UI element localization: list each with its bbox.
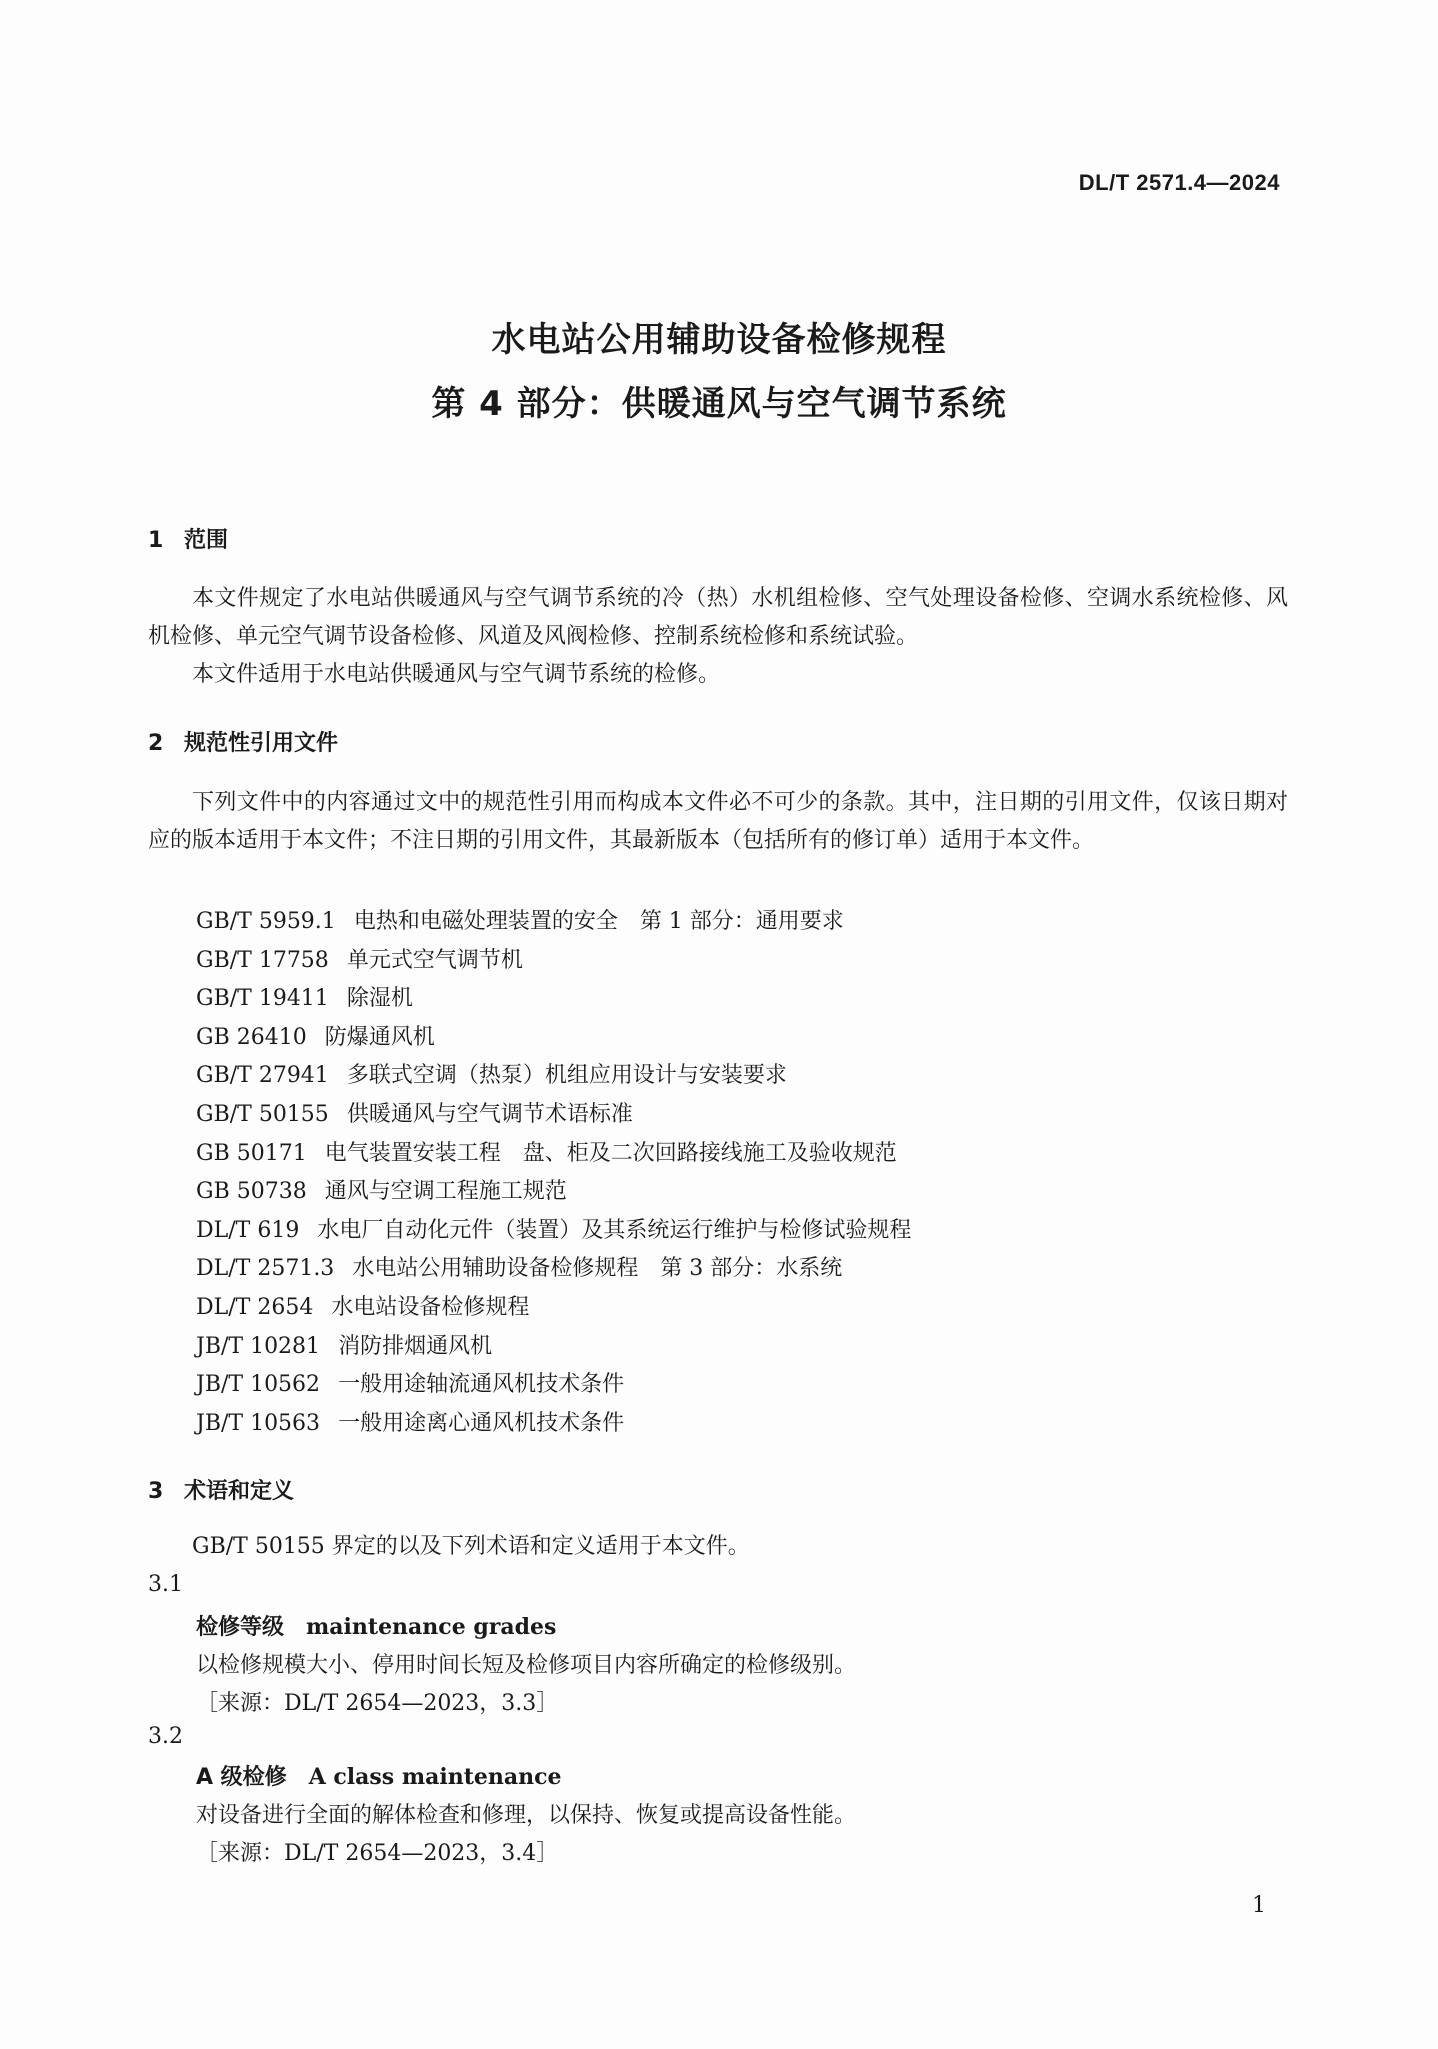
page-number: 1 bbox=[1252, 1893, 1266, 1918]
section-number: 2 bbox=[148, 731, 164, 756]
section-title: 范围 bbox=[184, 528, 229, 553]
reference-title: 水电厂自动化元件（装置）及其系统运行维护与检修试验规程 bbox=[317, 1217, 912, 1243]
reference-title: 一般用途轴流通风机技术条件 bbox=[338, 1372, 625, 1398]
term-name bbox=[196, 1610, 556, 1641]
reference-code: GB/T 19411 bbox=[196, 986, 329, 1012]
reference-item bbox=[196, 1173, 911, 1212]
section-title: 术语和定义 bbox=[184, 1479, 295, 1504]
section-heading-terms-definitions bbox=[148, 1474, 294, 1505]
term-number: 3.1 bbox=[148, 1572, 183, 1597]
term-definition: 对设备进行全面的解体检查和修理，以保持、恢复或提高设备性能。 bbox=[196, 1803, 857, 1828]
reference-item bbox=[196, 1212, 911, 1251]
reference-item bbox=[196, 1289, 911, 1328]
term-source: ［来源：DL/T 2654—2023，3.4］ bbox=[196, 1841, 559, 1866]
reference-title: 除湿机 bbox=[346, 986, 413, 1012]
reference-item bbox=[196, 980, 911, 1019]
reference-item bbox=[196, 942, 911, 981]
reference-title: 一般用途离心通风机技术条件 bbox=[338, 1410, 625, 1436]
reference-title: 电热和电磁处理装置的安全 第 1 部分：通用要求 bbox=[353, 909, 844, 934]
document-title: 水电站公用辅助设备检修规程 bbox=[491, 320, 947, 360]
reference-item bbox=[196, 1405, 911, 1444]
scope-paragraph-1: 本文件规定了水电站供暖通风与空气调节系统的冷（热）水机组检修、空气处理设备检修、空调水系统检修、风机检修、单元空气调节设备检修、风道及风阀检修、控制系统检修和系统试验。 bbox=[148, 586, 1288, 649]
reference-title: 通风与空调工程施工规范 bbox=[324, 1179, 567, 1205]
reference-code: GB/T 50155 bbox=[196, 1101, 329, 1127]
term-name-english: maintenance grades bbox=[306, 1614, 557, 1640]
term-source: ［来源：DL/T 2654—2023，3.3］ bbox=[196, 1691, 559, 1716]
reference-item bbox=[196, 1096, 911, 1135]
reference-code: GB/T 5959.1 bbox=[196, 909, 336, 934]
reference-code: JB/T 10281 bbox=[196, 1333, 321, 1359]
section-number: 3 bbox=[148, 1479, 164, 1504]
scope-paragraph-2: 本文件适用于水电站供暖通风与空气调节系统的检修。 bbox=[192, 662, 721, 687]
references-intro-paragraph: 下列文件中的内容通过文中的规范性引用而构成本文件必不可少的条款。其中，注日期的引用文件，仅该日期对应的版本适用于本文件；不注日期的引用文件，其最新版本（包括所有的修订单）适用于本文件。 bbox=[148, 790, 1288, 853]
term-name bbox=[196, 1760, 562, 1791]
reference-item bbox=[196, 1328, 911, 1367]
reference-item bbox=[196, 1057, 911, 1096]
section-number: 1 bbox=[148, 528, 164, 553]
reference-item bbox=[196, 1019, 911, 1058]
reference-code: GB/T 17758 bbox=[196, 947, 329, 973]
reference-title: 防爆通风机 bbox=[324, 1024, 435, 1050]
reference-list bbox=[196, 903, 911, 1443]
document-subtitle: 第 4 部分：供暖通风与空气调节系统 bbox=[431, 384, 1007, 424]
terms-intro-paragraph: GB/T 50155 界定的以及下列术语和定义适用于本文件。 bbox=[192, 1534, 750, 1559]
reference-code: GB/T 27941 bbox=[196, 1063, 329, 1089]
term-name-chinese: A 级检修 bbox=[196, 1765, 287, 1790]
section-heading-normative-references bbox=[148, 726, 338, 757]
section-title: 规范性引用文件 bbox=[184, 731, 339, 756]
term-definition: 以检修规模大小、停用时间长短及检修项目内容所确定的检修级别。 bbox=[196, 1653, 857, 1678]
reference-item bbox=[196, 1250, 911, 1289]
reference-item bbox=[196, 1366, 911, 1405]
reference-item bbox=[196, 903, 911, 942]
reference-title: 水电站设备检修规程 bbox=[331, 1294, 530, 1320]
reference-item bbox=[196, 1135, 911, 1174]
reference-title: 电气装置安装工程 盘、柜及二次回路接线施工及验收规范 bbox=[324, 1140, 897, 1166]
reference-code: DL/T 619 bbox=[196, 1217, 300, 1243]
section-heading-scope bbox=[148, 523, 228, 554]
reference-code: JB/T 10563 bbox=[196, 1410, 321, 1436]
reference-code: DL/T 2654 bbox=[196, 1294, 314, 1320]
reference-code: GB 50738 bbox=[196, 1179, 307, 1205]
reference-code: GB 50171 bbox=[196, 1140, 307, 1166]
reference-title: 多联式空调（热泵）机组应用设计与安装要求 bbox=[346, 1063, 787, 1089]
reference-code: DL/T 2571.3 bbox=[196, 1256, 335, 1282]
term-name-chinese: 检修等级 bbox=[196, 1615, 285, 1640]
reference-code: JB/T 10562 bbox=[196, 1372, 321, 1398]
reference-title: 消防排烟通风机 bbox=[338, 1333, 493, 1359]
term-number: 3.2 bbox=[148, 1724, 183, 1749]
document-code: DL/T 2571.4—2024 bbox=[1078, 170, 1280, 195]
reference-code: GB 26410 bbox=[196, 1024, 307, 1050]
term-name-english: A class maintenance bbox=[308, 1764, 562, 1790]
reference-title: 水电站公用辅助设备检修规程 第 3 部分：水系统 bbox=[352, 1256, 843, 1282]
reference-title: 单元式空气调节机 bbox=[346, 947, 523, 973]
reference-title: 供暖通风与空气调节术语标准 bbox=[346, 1101, 633, 1127]
